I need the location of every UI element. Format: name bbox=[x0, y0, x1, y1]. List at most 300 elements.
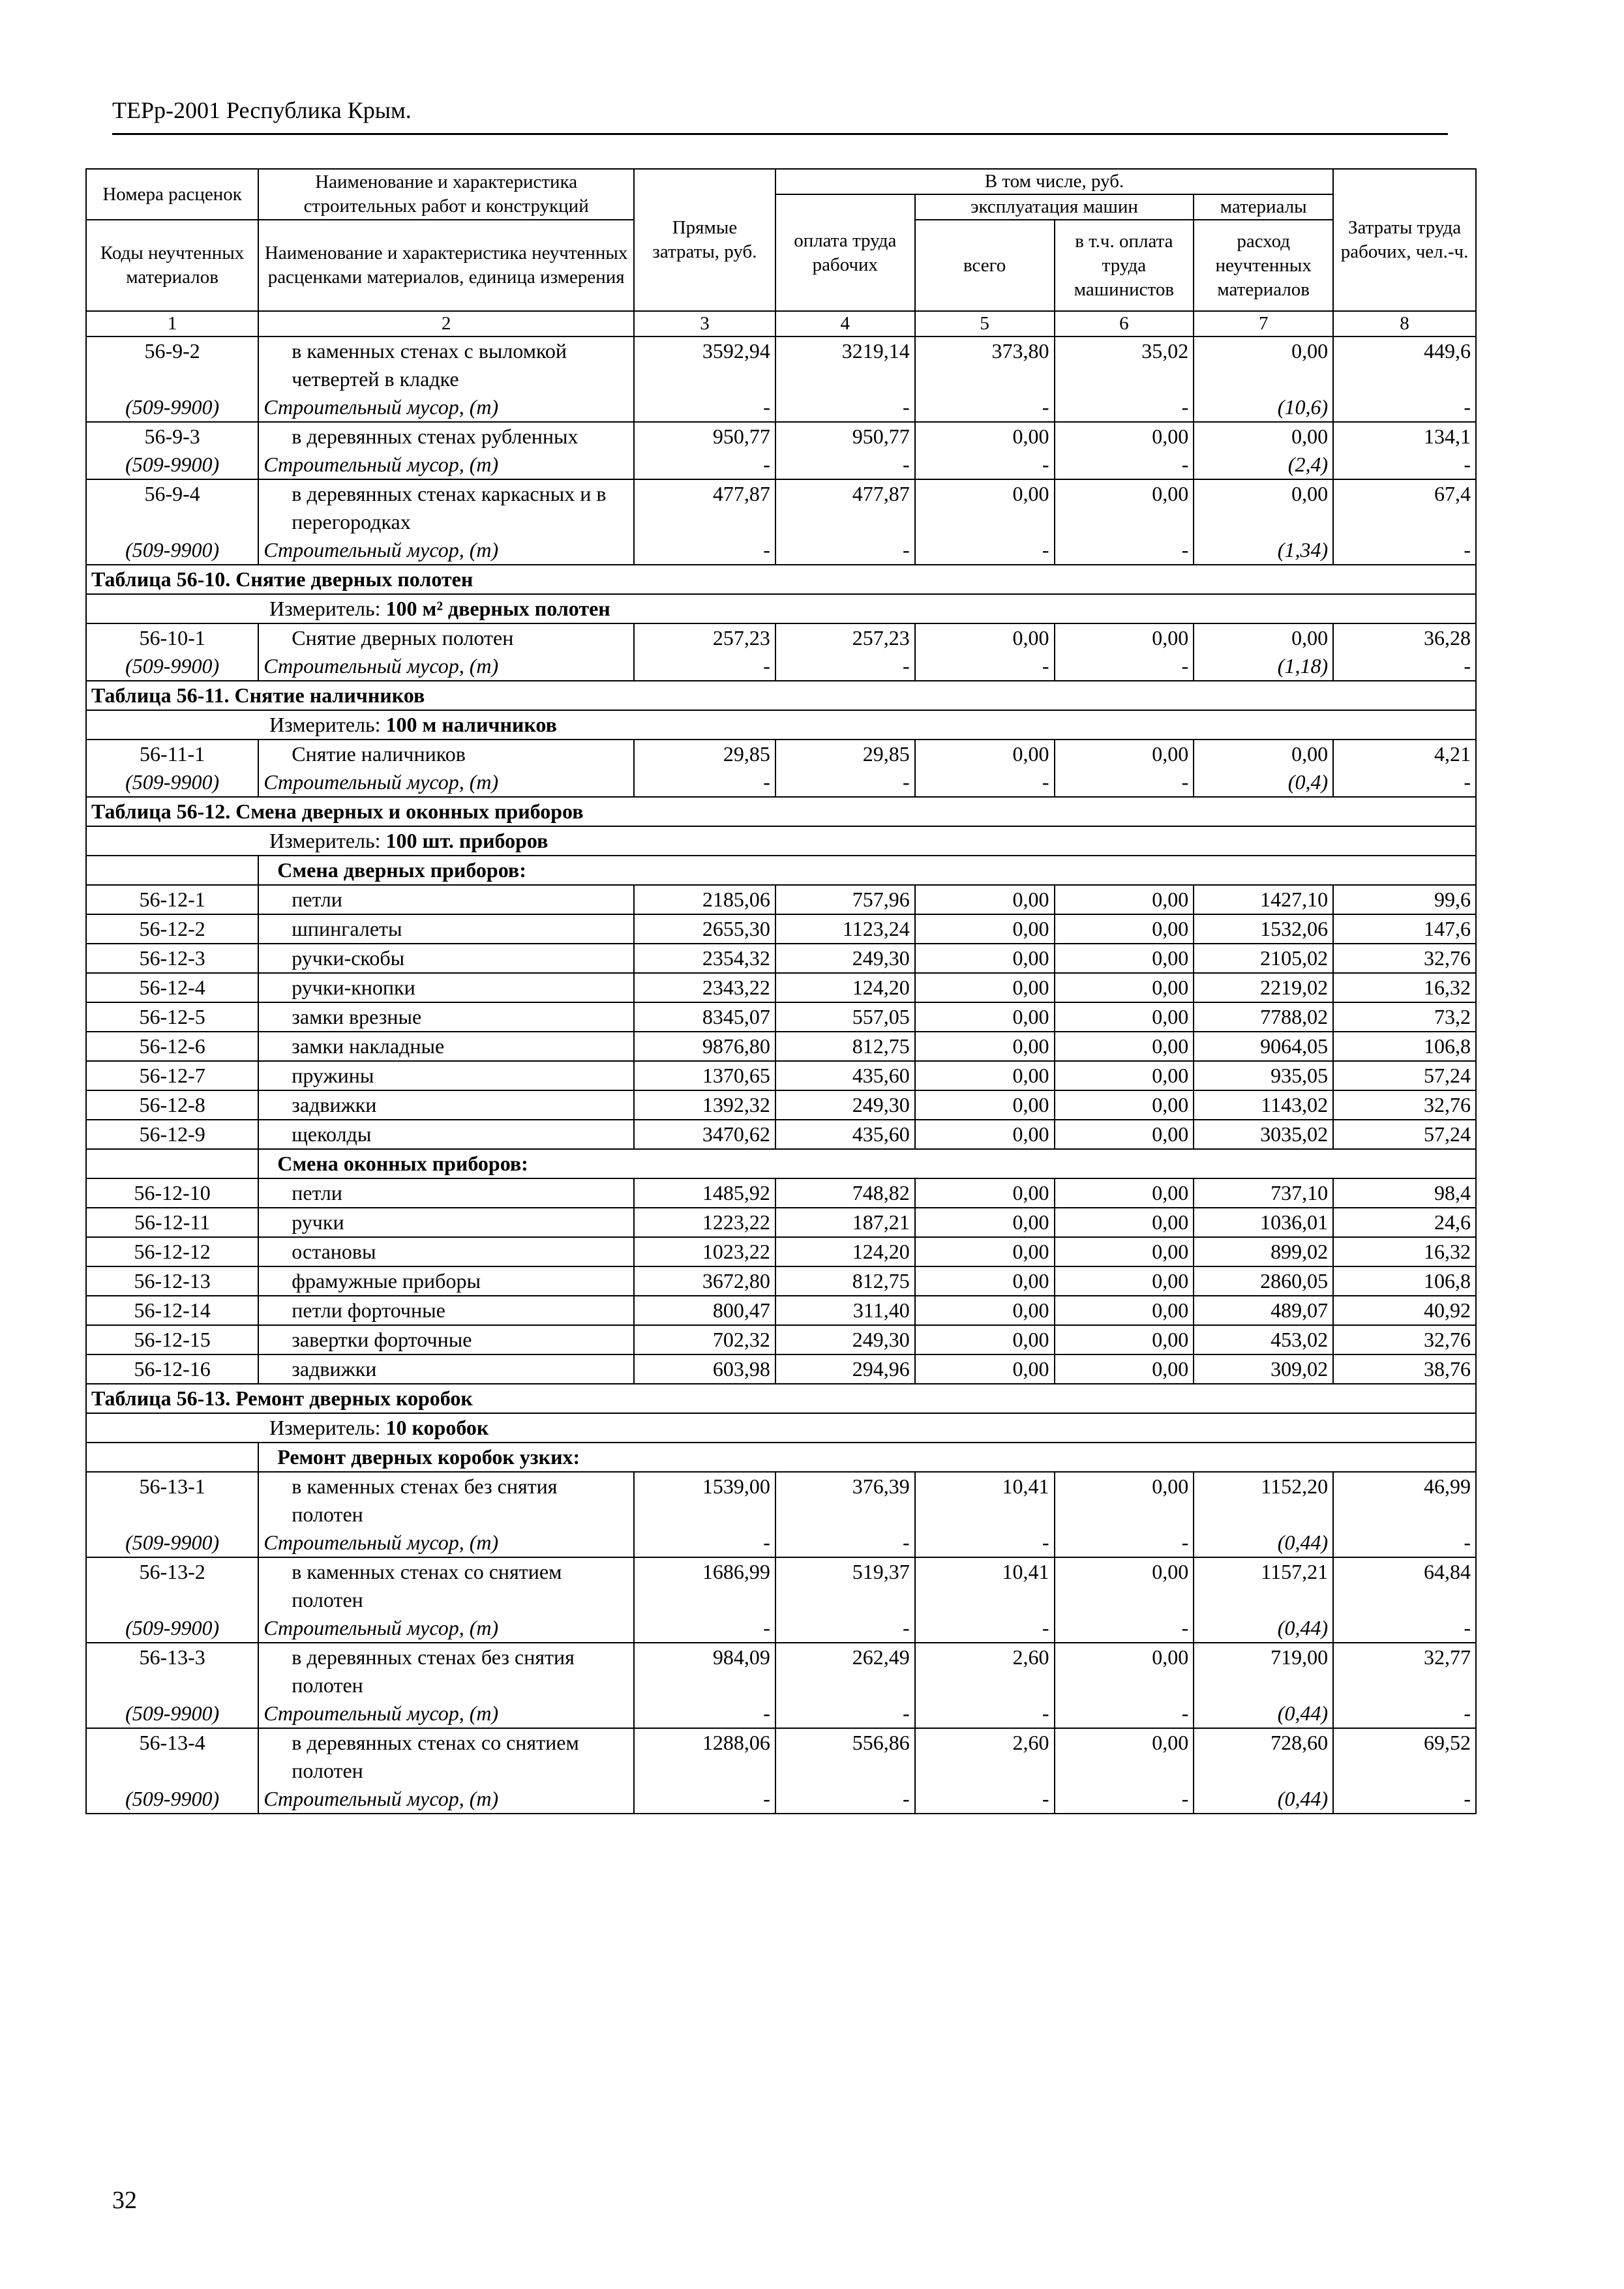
material-code: (509-9900) bbox=[86, 451, 258, 479]
rate-value: 757,96 bbox=[775, 885, 915, 914]
material-dash: - bbox=[1333, 1529, 1476, 1557]
material-row bbox=[86, 652, 1476, 681]
material-amount: (10,6) bbox=[1194, 393, 1333, 422]
table-row bbox=[86, 1354, 1476, 1384]
rate-code: 56-12-14 bbox=[86, 1296, 258, 1325]
rate-value: 67,4 bbox=[1333, 479, 1476, 536]
rate-value: 812,75 bbox=[775, 1266, 915, 1296]
section-title: Таблица 56-11. Снятие наличников bbox=[86, 681, 1476, 710]
table-row bbox=[86, 623, 1476, 652]
material-dash: - bbox=[1333, 768, 1476, 797]
rate-value: 0,00 bbox=[1055, 1237, 1194, 1266]
material-dash: - bbox=[1055, 1529, 1194, 1557]
rate-value: 0,00 bbox=[1055, 944, 1194, 973]
rate-value: 489,07 bbox=[1194, 1296, 1333, 1325]
material-dash: - bbox=[775, 451, 915, 479]
rate-value: 1288,06 bbox=[634, 1728, 775, 1785]
material-amount: (0,44) bbox=[1194, 1529, 1333, 1557]
rate-name: петли bbox=[258, 1178, 634, 1208]
rate-value: 7788,02 bbox=[1194, 1002, 1333, 1032]
material-dash: - bbox=[634, 451, 775, 479]
material-row bbox=[86, 1529, 1476, 1557]
material-dash: - bbox=[775, 536, 915, 565]
rate-value: 748,82 bbox=[775, 1178, 915, 1208]
rate-value: 257,23 bbox=[775, 623, 915, 652]
material-dash: - bbox=[1055, 536, 1194, 565]
rate-name: в деревянных стенах рубленных bbox=[258, 422, 634, 451]
rate-value: 812,75 bbox=[775, 1032, 915, 1061]
rate-name: в деревянных стенах со снятием полотен bbox=[258, 1728, 634, 1785]
material-dash: - bbox=[775, 652, 915, 681]
rate-value: 10,41 bbox=[915, 1557, 1055, 1614]
rate-value: 0,00 bbox=[1055, 422, 1194, 451]
rate-value: 0,00 bbox=[915, 1090, 1055, 1120]
rate-name: в каменных стенах с выломкой четвертей в кладке bbox=[258, 337, 634, 393]
rate-code: 56-12-4 bbox=[86, 973, 258, 1002]
rate-name: в каменных стенах со снятием полотен bbox=[258, 1557, 634, 1614]
rate-value: 477,87 bbox=[634, 479, 775, 536]
header-row bbox=[86, 169, 1476, 194]
material-amount: (0,44) bbox=[1194, 1785, 1333, 1814]
rate-value: 2860,05 bbox=[1194, 1266, 1333, 1296]
material-dash: - bbox=[634, 1529, 775, 1557]
material-dash: - bbox=[634, 768, 775, 797]
material-name: Строительный мусор, (т) bbox=[258, 768, 634, 797]
col-header-material-codes: Коды неучтенных материалов bbox=[86, 220, 258, 311]
rate-value: 29,85 bbox=[634, 740, 775, 768]
rate-value: 32,76 bbox=[1333, 1325, 1476, 1354]
rate-value: 249,30 bbox=[775, 1090, 915, 1120]
table-row bbox=[86, 973, 1476, 1002]
rate-code: 56-13-3 bbox=[86, 1643, 258, 1699]
rate-value: 249,30 bbox=[775, 1325, 915, 1354]
rate-name: в деревянных стенах без снятия полотен bbox=[258, 1643, 634, 1699]
material-dash: - bbox=[915, 1785, 1055, 1814]
material-dash: - bbox=[915, 1614, 1055, 1643]
rate-value: 0,00 bbox=[915, 1266, 1055, 1296]
table-row bbox=[86, 1032, 1476, 1061]
measure-prefix: Измеритель: bbox=[269, 829, 386, 852]
table-row bbox=[86, 740, 1476, 768]
rate-value: 0,00 bbox=[1194, 422, 1333, 451]
table-row bbox=[86, 1266, 1476, 1296]
table-row bbox=[86, 479, 1476, 536]
measure-prefix: Измеритель: bbox=[269, 1416, 386, 1439]
rate-value: 262,49 bbox=[775, 1643, 915, 1699]
material-name: Строительный мусор, (т) bbox=[258, 1785, 634, 1814]
rate-value: 40,92 bbox=[1333, 1296, 1476, 1325]
column-number: 7 bbox=[1194, 311, 1333, 337]
rate-name: задвижки bbox=[258, 1090, 634, 1120]
rate-value: 950,77 bbox=[775, 422, 915, 451]
rate-value: 2105,02 bbox=[1194, 944, 1333, 973]
material-amount: (0,4) bbox=[1194, 768, 1333, 797]
material-dash: - bbox=[775, 1699, 915, 1728]
material-code: (509-9900) bbox=[86, 1785, 258, 1814]
rate-name: шпингалеты bbox=[258, 914, 634, 944]
group-title: Смена оконных приборов: bbox=[258, 1149, 1476, 1178]
col-header-direct-costs: Прямые затраты, руб. bbox=[634, 169, 775, 311]
measure-label bbox=[86, 826, 1476, 856]
rate-value: 0,00 bbox=[1055, 914, 1194, 944]
rate-value: 1427,10 bbox=[1194, 885, 1333, 914]
table-row bbox=[86, 914, 1476, 944]
rate-value: 32,77 bbox=[1333, 1643, 1476, 1699]
rate-value: 1023,22 bbox=[634, 1237, 775, 1266]
material-dash: - bbox=[775, 1614, 915, 1643]
rate-name: пружины bbox=[258, 1061, 634, 1090]
rate-name: замки врезные bbox=[258, 1002, 634, 1032]
rate-code: 56-12-9 bbox=[86, 1120, 258, 1149]
rate-code: 56-9-2 bbox=[86, 337, 258, 393]
table-row bbox=[86, 1002, 1476, 1032]
table-row bbox=[86, 422, 1476, 451]
material-name: Строительный мусор, (т) bbox=[258, 1614, 634, 1643]
rate-value: 0,00 bbox=[915, 1002, 1055, 1032]
measure-value: 10 коробок bbox=[385, 1416, 489, 1439]
rate-value: 0,00 bbox=[915, 944, 1055, 973]
rate-code: 56-13-4 bbox=[86, 1728, 258, 1785]
material-dash: - bbox=[915, 393, 1055, 422]
rate-value: 1539,00 bbox=[634, 1472, 775, 1529]
col-header-worker-pay: оплата труда рабочих bbox=[775, 194, 915, 311]
rate-value: 603,98 bbox=[634, 1354, 775, 1384]
column-number: 6 bbox=[1055, 311, 1194, 337]
rate-value: 124,20 bbox=[775, 1237, 915, 1266]
table-row bbox=[86, 1237, 1476, 1266]
rate-value: 16,32 bbox=[1333, 973, 1476, 1002]
rate-value: 0,00 bbox=[1055, 1472, 1194, 1529]
rate-value: 124,20 bbox=[775, 973, 915, 1002]
group-title: Ремонт дверных коробок узких: bbox=[258, 1443, 1476, 1472]
material-dash: - bbox=[1055, 1699, 1194, 1728]
rate-code: 56-12-11 bbox=[86, 1208, 258, 1237]
rate-value: 3470,62 bbox=[634, 1120, 775, 1149]
material-row bbox=[86, 536, 1476, 565]
group-row bbox=[86, 1443, 1476, 1472]
rate-code: 56-10-1 bbox=[86, 623, 258, 652]
rate-code: 56-12-7 bbox=[86, 1061, 258, 1090]
rate-value: 1392,32 bbox=[634, 1090, 775, 1120]
rates-table bbox=[85, 168, 1477, 1814]
material-row bbox=[86, 451, 1476, 479]
rate-value: 35,02 bbox=[1055, 337, 1194, 393]
table-row bbox=[86, 337, 1476, 393]
column-number: 2 bbox=[258, 311, 634, 337]
col-header-machines: эксплуатация машин bbox=[915, 194, 1194, 220]
rate-value: 0,00 bbox=[915, 973, 1055, 1002]
material-dash: - bbox=[915, 1529, 1055, 1557]
rate-value: 0,00 bbox=[915, 422, 1055, 451]
rate-value: 556,86 bbox=[775, 1728, 915, 1785]
rate-name: Снятие наличников bbox=[258, 740, 634, 768]
material-dash: - bbox=[775, 393, 915, 422]
rate-value: 0,00 bbox=[915, 1325, 1055, 1354]
material-dash: - bbox=[775, 768, 915, 797]
material-code: (509-9900) bbox=[86, 768, 258, 797]
rate-value: 1152,20 bbox=[1194, 1472, 1333, 1529]
material-code: (509-9900) bbox=[86, 1614, 258, 1643]
rate-value: 0,00 bbox=[1055, 1032, 1194, 1061]
material-dash: - bbox=[1333, 451, 1476, 479]
rate-code: 56-12-8 bbox=[86, 1090, 258, 1120]
rate-value: 435,60 bbox=[775, 1061, 915, 1090]
table-row bbox=[86, 1296, 1476, 1325]
rate-name: в каменных стенах без снятия полотен bbox=[258, 1472, 634, 1529]
material-dash: - bbox=[915, 768, 1055, 797]
rate-value: 0,00 bbox=[915, 1354, 1055, 1384]
material-dash: - bbox=[1333, 1699, 1476, 1728]
rate-value: 0,00 bbox=[1055, 740, 1194, 768]
rate-value: 311,40 bbox=[775, 1296, 915, 1325]
measure-prefix: Измеритель: bbox=[269, 597, 386, 620]
rate-name: остановы bbox=[258, 1237, 634, 1266]
rate-value: 1223,22 bbox=[634, 1208, 775, 1237]
material-dash: - bbox=[775, 1785, 915, 1814]
rate-code: 56-9-3 bbox=[86, 422, 258, 451]
section-title-row bbox=[86, 681, 1476, 710]
rate-code: 56-12-2 bbox=[86, 914, 258, 944]
rate-value: 0,00 bbox=[915, 479, 1055, 536]
material-dash: - bbox=[1055, 1614, 1194, 1643]
rate-value: 106,8 bbox=[1333, 1032, 1476, 1061]
rate-value: 2,60 bbox=[915, 1728, 1055, 1785]
col-header-labor: Затраты труда рабочих, чел.-ч. bbox=[1333, 169, 1476, 311]
measure-value: 100 м² дверных полотен bbox=[385, 597, 610, 620]
col-header-machines-total: всего bbox=[915, 220, 1055, 311]
rate-value: 557,05 bbox=[775, 1002, 915, 1032]
rate-name: Снятие дверных полотен bbox=[258, 623, 634, 652]
rate-value: 73,2 bbox=[1333, 1002, 1476, 1032]
rate-code: 56-12-10 bbox=[86, 1178, 258, 1208]
rate-value: 935,05 bbox=[1194, 1061, 1333, 1090]
rate-value: 0,00 bbox=[915, 1120, 1055, 1149]
table-row bbox=[86, 1728, 1476, 1785]
rate-code: 56-11-1 bbox=[86, 740, 258, 768]
table-row bbox=[86, 885, 1476, 914]
rate-code: 56-12-6 bbox=[86, 1032, 258, 1061]
rate-value: 147,6 bbox=[1333, 914, 1476, 944]
rate-value: 69,52 bbox=[1333, 1728, 1476, 1785]
rate-value: 0,00 bbox=[1055, 1061, 1194, 1090]
rate-value: 0,00 bbox=[1055, 1354, 1194, 1384]
rate-name: петли форточные bbox=[258, 1296, 634, 1325]
rate-value: 46,99 bbox=[1333, 1472, 1476, 1529]
rate-value: 29,85 bbox=[775, 740, 915, 768]
rate-value: 57,24 bbox=[1333, 1061, 1476, 1090]
col-header-material-consumption: расход неучтенных материалов bbox=[1194, 220, 1333, 311]
measure-prefix: Измеритель: bbox=[269, 713, 386, 736]
section-title: Таблица 56-12. Смена дверных и оконных приборов bbox=[86, 797, 1476, 826]
rate-value: 435,60 bbox=[775, 1120, 915, 1149]
rate-value: 737,10 bbox=[1194, 1178, 1333, 1208]
rate-name: щеколды bbox=[258, 1120, 634, 1149]
rate-value: 0,00 bbox=[1194, 479, 1333, 536]
measure-label bbox=[86, 1413, 1476, 1443]
material-code: (509-9900) bbox=[86, 536, 258, 565]
rate-value: 719,00 bbox=[1194, 1643, 1333, 1699]
measure-row bbox=[86, 826, 1476, 856]
rate-code: 56-12-16 bbox=[86, 1354, 258, 1384]
rate-value: 36,28 bbox=[1333, 623, 1476, 652]
material-dash: - bbox=[915, 451, 1055, 479]
measure-label bbox=[86, 594, 1476, 623]
material-dash: - bbox=[634, 1785, 775, 1814]
rate-name: замки накладные bbox=[258, 1032, 634, 1061]
rate-code: 56-12-3 bbox=[86, 944, 258, 973]
measure-row bbox=[86, 594, 1476, 623]
table-row bbox=[86, 1643, 1476, 1699]
material-name: Строительный мусор, (т) bbox=[258, 652, 634, 681]
rate-value: 3592,94 bbox=[634, 337, 775, 393]
rate-value: 3035,02 bbox=[1194, 1120, 1333, 1149]
material-dash: - bbox=[1055, 1785, 1194, 1814]
rate-value: 1143,02 bbox=[1194, 1090, 1333, 1120]
material-code: (509-9900) bbox=[86, 393, 258, 422]
column-numbers-row bbox=[86, 311, 1476, 337]
rate-value: 0,00 bbox=[915, 1237, 1055, 1266]
material-row bbox=[86, 393, 1476, 422]
rate-value: 477,87 bbox=[775, 479, 915, 536]
material-dash: - bbox=[915, 1699, 1055, 1728]
material-name: Строительный мусор, (т) bbox=[258, 1529, 634, 1557]
col-header-materials: материалы bbox=[1194, 194, 1333, 220]
rate-value: 98,4 bbox=[1333, 1178, 1476, 1208]
material-dash: - bbox=[1055, 652, 1194, 681]
table-cell bbox=[86, 1149, 258, 1178]
rate-value: 0,00 bbox=[1055, 1296, 1194, 1325]
material-name: Строительный мусор, (т) bbox=[258, 536, 634, 565]
column-number: 4 bbox=[775, 311, 915, 337]
rate-value: 0,00 bbox=[915, 1208, 1055, 1237]
rate-value: 309,02 bbox=[1194, 1354, 1333, 1384]
rate-value: 1036,01 bbox=[1194, 1208, 1333, 1237]
rate-value: 2343,22 bbox=[634, 973, 775, 1002]
rate-value: 1485,92 bbox=[634, 1178, 775, 1208]
material-dash: - bbox=[1333, 652, 1476, 681]
rate-value: 8345,07 bbox=[634, 1002, 775, 1032]
rate-value: 0,00 bbox=[1055, 479, 1194, 536]
material-amount: (1,18) bbox=[1194, 652, 1333, 681]
rate-value: 899,02 bbox=[1194, 1237, 1333, 1266]
rate-value: 0,00 bbox=[1055, 1325, 1194, 1354]
rate-value: 0,00 bbox=[915, 1178, 1055, 1208]
page-number: 32 bbox=[112, 2187, 137, 2214]
col-header-incl: В том числе, руб. bbox=[775, 169, 1333, 194]
column-number: 5 bbox=[915, 311, 1055, 337]
rate-value: 2185,06 bbox=[634, 885, 775, 914]
material-amount: (2,4) bbox=[1194, 451, 1333, 479]
rate-value: 0,00 bbox=[915, 885, 1055, 914]
column-number: 1 bbox=[86, 311, 258, 337]
rate-name: ручки-скобы bbox=[258, 944, 634, 973]
rate-value: 0,00 bbox=[1055, 1002, 1194, 1032]
rate-value: 32,76 bbox=[1333, 944, 1476, 973]
material-code: (509-9900) bbox=[86, 1529, 258, 1557]
rate-value: 2655,30 bbox=[634, 914, 775, 944]
table-row bbox=[86, 1120, 1476, 1149]
rate-value: 2219,02 bbox=[1194, 973, 1333, 1002]
rate-value: 373,80 bbox=[915, 337, 1055, 393]
material-dash: - bbox=[775, 1529, 915, 1557]
material-dash: - bbox=[915, 652, 1055, 681]
rate-code: 56-12-1 bbox=[86, 885, 258, 914]
rate-value: 1370,65 bbox=[634, 1061, 775, 1090]
rate-value: 0,00 bbox=[1055, 1643, 1194, 1699]
rate-name: фрамужные приборы bbox=[258, 1266, 634, 1296]
rate-value: 106,8 bbox=[1333, 1266, 1476, 1296]
material-dash: - bbox=[634, 393, 775, 422]
rate-code: 56-9-4 bbox=[86, 479, 258, 536]
measure-row bbox=[86, 710, 1476, 740]
rate-value: 1686,99 bbox=[634, 1557, 775, 1614]
rate-value: 2354,32 bbox=[634, 944, 775, 973]
rate-value: 376,39 bbox=[775, 1472, 915, 1529]
group-row bbox=[86, 856, 1476, 885]
rate-value: 0,00 bbox=[1194, 337, 1333, 393]
section-title-row bbox=[86, 565, 1476, 594]
rate-value: 0,00 bbox=[1055, 1090, 1194, 1120]
material-amount: (0,44) bbox=[1194, 1614, 1333, 1643]
rate-value: 4,21 bbox=[1333, 740, 1476, 768]
rate-value: 2,60 bbox=[915, 1643, 1055, 1699]
rate-name: в деревянных стенах каркасных и в перегородках bbox=[258, 479, 634, 536]
rate-value: 294,96 bbox=[775, 1354, 915, 1384]
material-dash: - bbox=[915, 536, 1055, 565]
rate-value: 0,00 bbox=[915, 1296, 1055, 1325]
header-rule bbox=[112, 133, 1448, 135]
group-title: Смена дверных приборов: bbox=[258, 856, 1476, 885]
rate-value: 64,84 bbox=[1333, 1557, 1476, 1614]
table-row bbox=[86, 1178, 1476, 1208]
rate-value: 0,00 bbox=[1055, 885, 1194, 914]
rate-value: 9876,80 bbox=[634, 1032, 775, 1061]
material-dash: - bbox=[1055, 393, 1194, 422]
rate-code: 56-12-15 bbox=[86, 1325, 258, 1354]
rate-code: 56-12-5 bbox=[86, 1002, 258, 1032]
material-dash: - bbox=[1055, 451, 1194, 479]
rate-value: 1532,06 bbox=[1194, 914, 1333, 944]
material-dash: - bbox=[634, 1614, 775, 1643]
material-dash: - bbox=[634, 1699, 775, 1728]
rate-value: 0,00 bbox=[915, 1032, 1055, 1061]
material-dash: - bbox=[1333, 536, 1476, 565]
rate-name: завертки форточные bbox=[258, 1325, 634, 1354]
col-header-rate-number: Номера расценок bbox=[86, 169, 258, 220]
table-row bbox=[86, 1090, 1476, 1120]
rate-value: 0,00 bbox=[1194, 740, 1333, 768]
rate-value: 187,21 bbox=[775, 1208, 915, 1237]
material-name: Строительный мусор, (т) bbox=[258, 393, 634, 422]
table-cell bbox=[86, 1443, 258, 1472]
group-row bbox=[86, 1149, 1476, 1178]
material-dash: - bbox=[634, 536, 775, 565]
rate-value: 10,41 bbox=[915, 1472, 1055, 1529]
rate-value: 0,00 bbox=[1055, 1266, 1194, 1296]
rate-value: 0,00 bbox=[1055, 623, 1194, 652]
table-row bbox=[86, 1061, 1476, 1090]
rate-name: ручки bbox=[258, 1208, 634, 1237]
rate-value: 9064,05 bbox=[1194, 1032, 1333, 1061]
table-cell bbox=[86, 856, 258, 885]
material-name: Строительный мусор, (т) bbox=[258, 1699, 634, 1728]
table-row bbox=[86, 1472, 1476, 1529]
material-row bbox=[86, 1785, 1476, 1814]
material-amount: (1,34) bbox=[1194, 536, 1333, 565]
section-title: Таблица 56-10. Снятие дверных полотен bbox=[86, 565, 1476, 594]
column-number: 3 bbox=[634, 311, 775, 337]
rate-value: 0,00 bbox=[1055, 1208, 1194, 1237]
